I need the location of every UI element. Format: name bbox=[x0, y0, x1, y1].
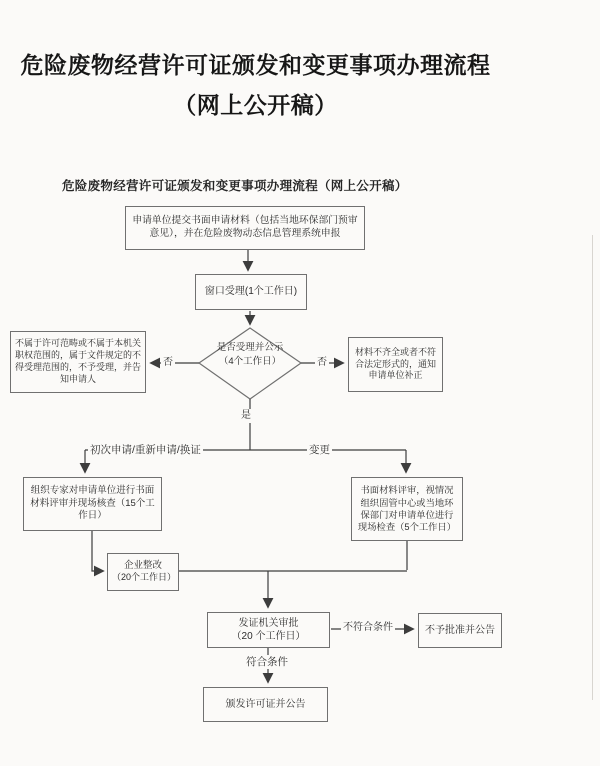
decision-text-line2: （4个工作日） bbox=[218, 356, 282, 368]
node-reject-notice: 不属于许可范畴或不属于本机关职权范围的，属于文件规定的不得受理范围的，不予受理，并告知申请人 bbox=[10, 331, 146, 393]
node-written-review: 书面材料评审，视情况组织固管中心或当地环保部门对申请单位进行现场检查（5个工作日） bbox=[351, 477, 463, 541]
edge-label-no-left: 否 bbox=[163, 357, 173, 368]
flowchart-subtitle: 危险废物经营许可证颁发和变更事项办理流程（网上公开稿） bbox=[62, 179, 408, 193]
node-decision-accept-publicize bbox=[198, 341, 302, 370]
node-submit-application: 申请单位提交书面申请材料（包括当地环保部门预审意见），并在危险废物动态信息管理系统申报 bbox=[125, 206, 365, 250]
node-authority-approval bbox=[207, 612, 330, 648]
decision-text-line1: 是否受理并公示 bbox=[216, 342, 284, 353]
node-not-approved: 不予批准并公告 bbox=[418, 613, 502, 648]
edge-label-qualified: 符合条件 bbox=[246, 656, 288, 668]
rectify-line2: （20个工作日） bbox=[112, 572, 177, 583]
connector-expert-to-rectify bbox=[92, 531, 103, 571]
approval-line2: （20 个工作日） bbox=[231, 631, 306, 642]
rectify-line1: 企业整改 bbox=[123, 559, 162, 571]
page-title-line2: （网上公开稿） bbox=[173, 93, 338, 118]
node-window-acceptance: 窗口受理(1个工作日) bbox=[195, 274, 307, 310]
page-title-line1: 危险废物经营许可证颁发和变更事项办理流程 bbox=[20, 53, 491, 78]
node-enterprise-rectify bbox=[107, 553, 179, 591]
node-issue-license: 颁发许可证并公告 bbox=[203, 687, 328, 722]
edge-label-yes: 是 bbox=[241, 410, 251, 421]
node-supplement-notice: 材料不齐全或者不符合法定形式的，通知申请单位补正 bbox=[348, 337, 443, 392]
node-expert-review: 组织专家对申请单位进行书面材料评审并现场核查（15个工作日） bbox=[23, 477, 162, 531]
edge-label-not-qualified: 不符合条件 bbox=[343, 622, 393, 633]
edge-label-first-application: 初次申请/重新申请/换证 bbox=[90, 444, 201, 456]
edge-label-no-right: 否 bbox=[317, 357, 327, 368]
approval-line1: 发证机关审批 bbox=[238, 617, 299, 629]
edge-label-change: 变更 bbox=[309, 444, 330, 456]
scan-edge-artifact bbox=[592, 235, 593, 700]
